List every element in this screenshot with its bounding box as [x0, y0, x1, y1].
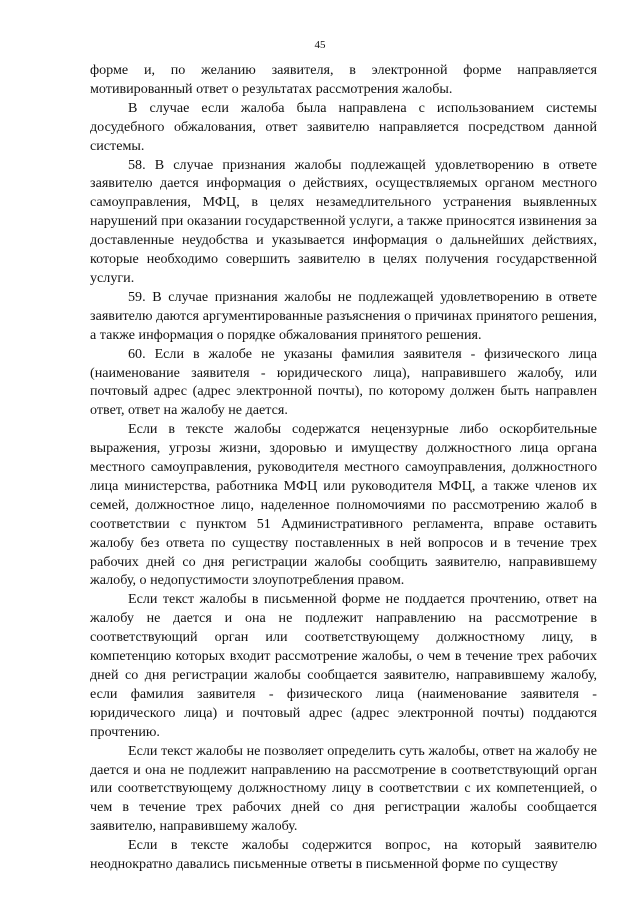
paragraph: Если в тексте жалобы содержатся нецензурные либо оскорбительные выражения, угрозы жизни, здоровью и имуществу должностного лица органа местного самоуправления, руководителя местного самоуправления, должностного лица министерства, работника МФЦ или руководителя МФЦ, а также членов их семей, должностное лицо, наделенное полномочиями по рассмотрению жалоб в соответствии с пунктом 51 Административного регламента, вправе оставить жалобу без ответа по существу поставленных в ней вопросов и в течение трех рабочих дней со дня регистрации жалобы сообщить заявителю, направившему жалобу, о недопустимости злоупотребления правом. [90, 421, 597, 589]
paragraph-item-58: 58. В случае признания жалобы подлежащей удовлетворению в ответе заявителю дается информация о действиях, осуществляемых органом местного самоуправления, МФЦ, в целях незамедлительного устранения выявленных нарушений при оказании государственной услуги, а также приносятся извинения за доставленные неудобства и указывается информация о дальнейших действиях, которые необходимо совершить заявителю в целях получения государственной услуги. [90, 156, 597, 286]
paragraph: Если в тексте жалобы содержится вопрос, на который заявителю неоднократно давались письменные ответы в письменной форме по существу [90, 837, 597, 873]
paragraph-item-59: 59. В случае признания жалобы не подлежащей удовлетворению в ответе заявителю даются аргументированные разъяснения о причинах принятого решения, а также информация о порядке обжалования принятого решения. [90, 288, 597, 343]
document-body [90, 61, 597, 874]
page-number: 45 [314, 39, 326, 51]
paragraph-item-60: 60. Если в жалобе не указаны фамилия заявителя - физического лица (наименование заявителя - юридического лица), направившего жалобу, или почтовый адрес (адрес электронной почты), по которому должен быть направлен ответ, ответ на жалобу не дается. [90, 345, 597, 419]
paragraph-continuation: форме и, по желанию заявителя, в электронной форме направляется мотивированный ответ о результатах рассмотрения жалобы. [90, 62, 597, 97]
paragraph: Если текст жалобы в письменной форме не поддается прочтению, ответ на жалобу не дается и она не подлежит направлению на рассмотрение в соответствующий орган или соответствующему должностному лицу, в компетенцию которых входит рассмотрение жалобы, о чем в течение трех рабочих дней со дня регистрации жалобы сообщается заявителю, направившему жалобу, если фамилия заявителя - физического лица (наименование заявителя - юридического лица) и почтовый адрес (адрес электронной почты) поддаются прочтению. [90, 591, 597, 740]
paragraph: Если текст жалобы не позволяет определить суть жалобы, ответ на жалобу не дается и она не подлежит направлению на рассмотрение в соответствующий орган или соответствующему должностному лицу в соответствии с их компетенцией, о чем в течение трех рабочих дней со дня регистрации жалобы сообщается заявителю, направившему жалобу. [90, 742, 597, 835]
paragraph: В случае если жалоба была направлена с использованием системы досудебного обжалования, ответ заявителю направляется посредством данной системы. [90, 99, 597, 154]
